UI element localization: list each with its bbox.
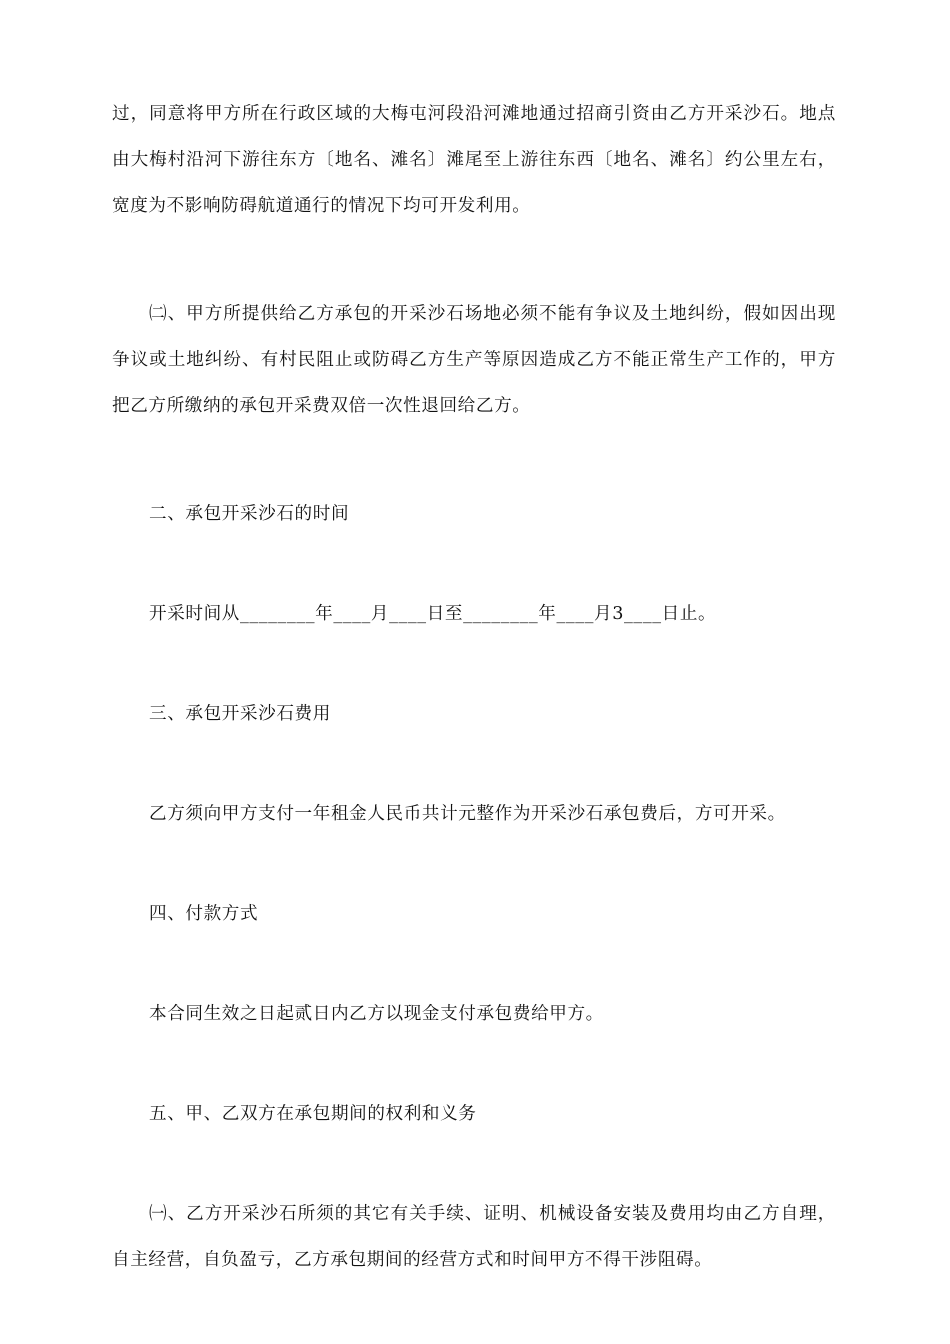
paragraph-fee-amount: 乙方须向甲方支付一年租金人民币共计元整作为开采沙石承包费后，方可开采。 [149,804,786,824]
section-heading-rights-obligations: 五、甲、乙双方在承包期间的权利和义务 [149,1104,477,1124]
section-heading-mining-period: 二、承包开采沙石的时间 [149,504,350,524]
paragraph-clause-1-party-b-procedures: ㈠、乙方开采沙石所须的其它有关手续、证明、机械设备安装及费用均由乙方自理，自主经营，自负盈亏，乙方承包期间的经营方式和时间甲方不得干涉阻碍。 [112,1204,836,1270]
paragraph-mining-dates: 开采时间从________年____月____日至________年____月3____日止。 [149,604,717,624]
paragraph-payment-terms: 本合同生效之日起贰日内乙方以现金支付承包费给甲方。 [149,1004,604,1024]
paragraph-mining-location: 过，同意将甲方所在行政区域的大梅屯河段沿河滩地通过招商引资由乙方开采沙石。地点由大梅村沿河下游往东方〔地名、滩名〕滩尾至上游往东西〔地名、滩名〕约公里左右，宽度为不影响防碍航道通行的情况下均可开发利用。 [112,104,836,216]
paragraph-clause-2-land-dispute: ㈡、甲方所提供给乙方承包的开采沙石场地必须不能有争议及土地纠纷，假如因出现争议或土地纠纷、有村民阻止或防碍乙方生产等原因造成乙方不能正常生产工作的，甲方把乙方所缴纳的承包开采费双倍一次性退回给乙方。 [112,304,836,416]
section-heading-mining-fee: 三、承包开采沙石费用 [149,704,331,724]
section-heading-payment-method: 四、付款方式 [149,904,259,924]
